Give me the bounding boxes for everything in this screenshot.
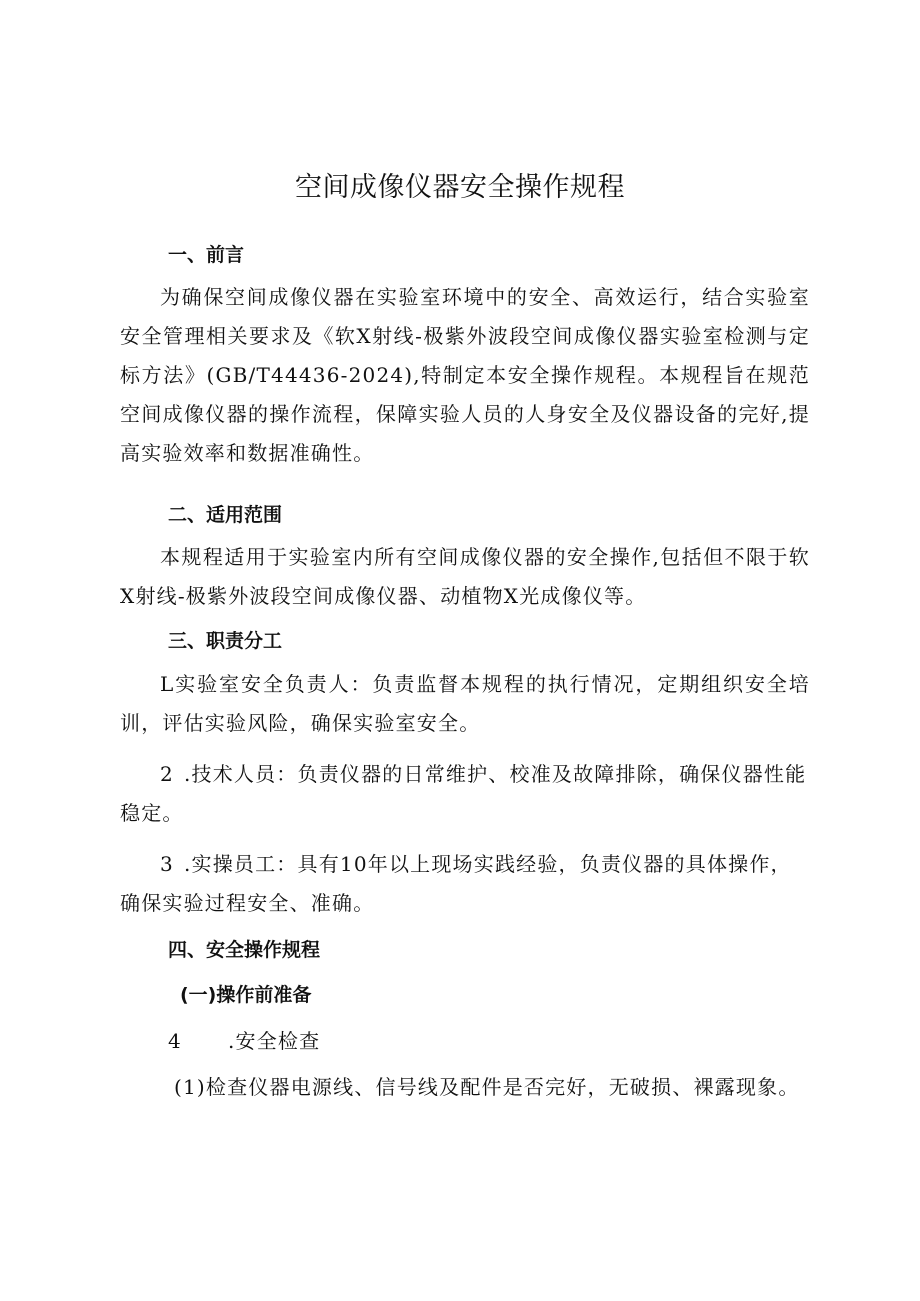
document-title: 空间成像仪器安全操作规程 bbox=[295, 172, 625, 203]
duty-item-2-number: 2 bbox=[160, 762, 174, 786]
duty-item-3 bbox=[120, 845, 810, 923]
duty-item-3-text: .实操员工：具有10年以上现场实践经验，负责仪器的具体操作，确保实验过程安全、准确。 bbox=[120, 852, 792, 915]
subsection-heading-preparation: (一)操作前准备 bbox=[180, 984, 312, 1006]
rules-item-4-number: 4 bbox=[168, 1029, 182, 1053]
duty-item-3-number: 3 bbox=[160, 852, 174, 876]
safety-check-item-1: (1)检查仪器电源线、信号线及配件是否完好，无破损、裸露现象。 bbox=[174, 1075, 800, 1099]
duty-item-1: L实验室安全负责人：负责监督本规程的执行情况，定期组织安全培训，评估实验风险，确保实验室安全。 bbox=[120, 672, 810, 735]
duty-item-2-text: .技术人员：负责仪器的日常维护、校准及故障排除，确保仪器性能稳定。 bbox=[120, 762, 807, 825]
section-heading-preface: 一、前言 bbox=[168, 244, 245, 266]
section-heading-scope: 二、适用范围 bbox=[168, 504, 283, 526]
section-heading-rules: 四、安全操作规程 bbox=[168, 939, 321, 961]
rules-item-4 bbox=[120, 1022, 810, 1061]
duty-item-2 bbox=[120, 755, 810, 833]
scope-paragraph: 本规程适用于实验室内所有空间成像仪器的安全操作,包括但不限于软X射线-极紫外波段空间成像仪器、动植物X光成像仪等。 bbox=[120, 545, 810, 608]
rules-item-4-text: .安全检查 bbox=[227, 1029, 321, 1053]
section-heading-duties: 三、职责分工 bbox=[168, 630, 283, 652]
preface-paragraph: 为确保空间成像仪器在实验室环境中的安全、高效运行，结合实验室安全管理相关要求及《软X射线-极紫外波段空间成像仪器实验室检测与定标方法》(GB/T44436-2024),特制定本安全操作规程。本规程旨在规范空间成像仪器的操作流程，保障实验人员的人身安全及仪器设备的完好,提高实验效率和数据准确性。 bbox=[120, 285, 810, 465]
